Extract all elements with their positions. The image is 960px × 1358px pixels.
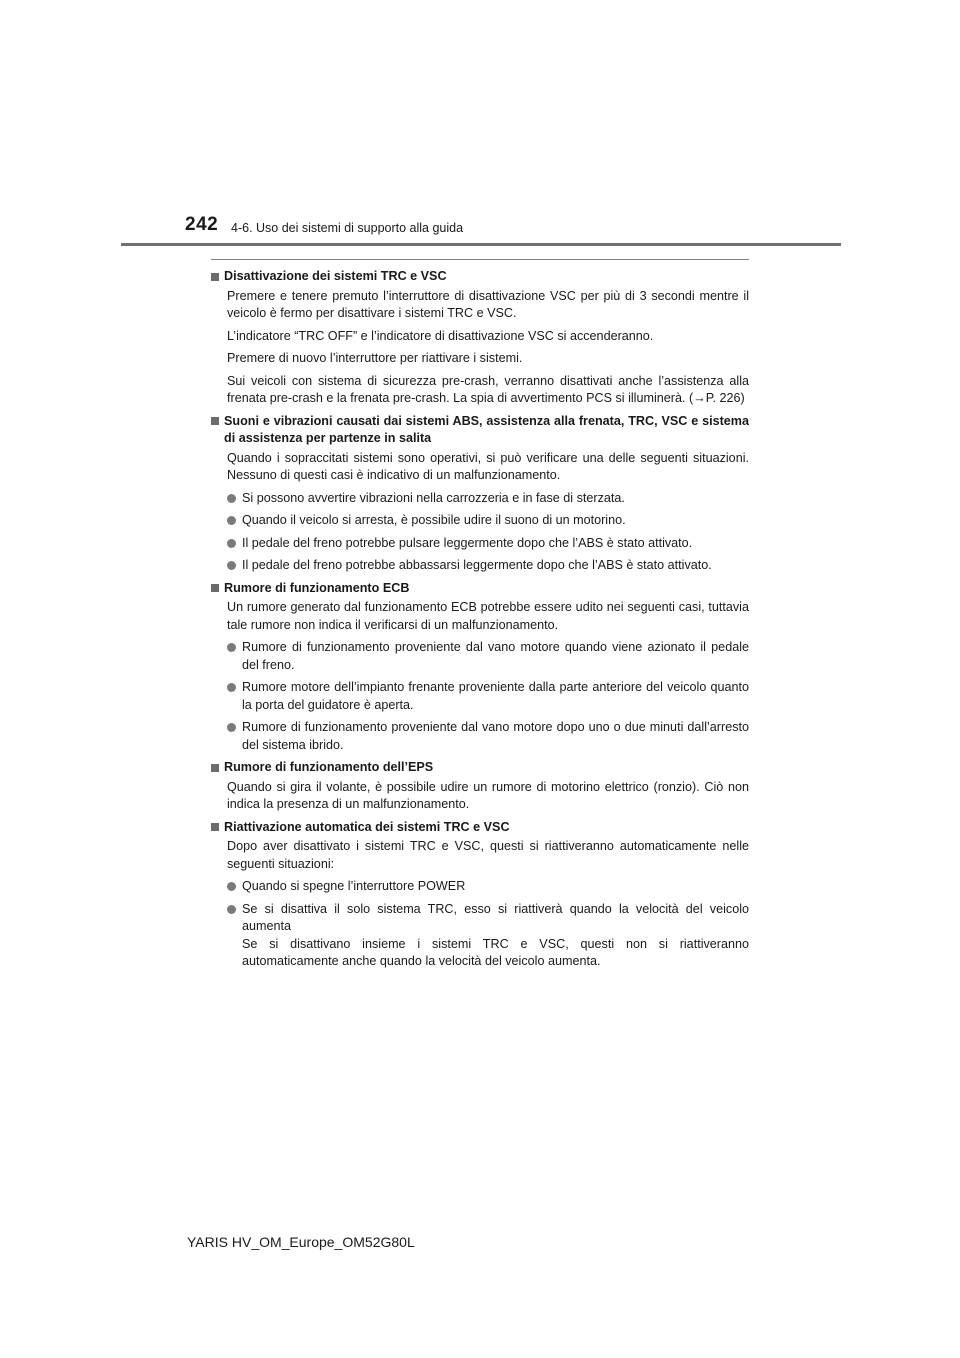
section-heading xyxy=(211,413,749,448)
square-bullet-icon xyxy=(211,823,219,831)
heading-text: Riattivazione automatica dei sistemi TRC e VSC xyxy=(224,819,510,834)
heading-text: Rumore di funzionamento dell’EPS xyxy=(224,760,434,774)
list-item xyxy=(227,490,749,508)
round-bullet-icon xyxy=(227,882,236,891)
round-bullet-icon xyxy=(227,905,236,914)
list-item-line: Se si disattiva il solo sistema TRC, esso si riattiverà quando la velocità del veicolo aumenta xyxy=(242,901,749,933)
section-heading xyxy=(211,819,749,837)
heading-text: Suoni e vibrazioni causati dai sistemi ABS, assistenza alla frenata, TRC, VSC e sistema di assistenza per partenze in salita xyxy=(224,413,749,445)
list-item xyxy=(227,557,749,575)
square-bullet-icon xyxy=(211,273,219,281)
list-item-continuation: Se si disattivano insieme i sistemi TRC e VSC, questi non si riattiveranno automaticamente anche quando la velocità del veicolo aumenta. xyxy=(242,936,749,968)
list-item xyxy=(227,639,749,674)
list-item xyxy=(227,512,749,530)
paragraph: Premere di nuovo l’interruttore per riattivare i sistemi. xyxy=(227,351,523,365)
square-bullet-icon xyxy=(211,417,219,425)
paragraph: Premere e tenere premuto l’interruttore di disattivazione VSC per più di 3 secondi mentre il veicolo è fermo per disattivare i sistemi TRC e VSC. xyxy=(227,288,749,320)
paragraph: Quando i sopraccitati sistemi sono operativi, si può verificare una delle seguenti situazioni. Nessuno di questi casi è indicativo di un malfunzionamento. xyxy=(227,450,749,482)
list-item xyxy=(227,901,749,971)
round-bullet-icon xyxy=(227,539,236,548)
header-divider xyxy=(121,243,841,246)
paragraph: L’indicatore “TRC OFF” e l’indicatore di disattivazione VSC si accenderanno. xyxy=(227,328,654,343)
round-bullet-icon xyxy=(227,561,236,570)
section-heading xyxy=(211,759,749,777)
round-bullet-icon xyxy=(227,683,236,692)
paragraph: Un rumore generato dal funzionamento ECB potrebbe essere udito nei seguenti casi, tuttavia tale rumore non indica il verificarsi di un malfunzionamento. xyxy=(227,600,749,632)
list-item-text: Quando il veicolo si arresta, è possibile udire il suono di un motorino. xyxy=(242,513,626,527)
content-divider xyxy=(211,259,749,260)
list-item-text: Il pedale del freno potrebbe pulsare leggermente dopo che l’ABS è stato attivato. xyxy=(242,535,693,550)
paragraph: Sui veicoli con sistema di sicurezza pre-crash, verranno disattivati anche l’assistenza alla frenata pre-crash e la frenata pre-crash. La spia di avvertimento PCS si illuminerà. (→P. 226) xyxy=(227,373,749,405)
section-title: 4-6. Uso dei sistemi di supporto alla guida xyxy=(231,221,464,235)
section-heading xyxy=(211,268,749,286)
list-item-text: Rumore di funzionamento proveniente dal vano motore quando viene azionato il pedale del freno. xyxy=(242,640,749,672)
paragraph: Quando si gira il volante, è possibile udire un rumore di motorino elettrico (ronzio). Ciò non indica la presenza di un malfunzionamento. xyxy=(227,779,749,811)
list-item-text: Rumore motore dell’impianto frenante proveniente dalla parte anteriore del veicolo quanto la porta del guidatore è aperta. xyxy=(242,680,749,712)
list-item-text: Si possono avvertire vibrazioni nella carrozzeria e in fase di sterzata. xyxy=(242,490,625,505)
list-item xyxy=(227,679,749,714)
round-bullet-icon xyxy=(227,516,236,525)
section-heading xyxy=(211,580,749,598)
heading-text: Rumore di funzionamento ECB xyxy=(224,580,410,595)
list-item xyxy=(227,535,749,553)
list-item xyxy=(227,878,749,896)
round-bullet-icon xyxy=(227,494,236,503)
heading-text: Disattivazione dei sistemi TRC e VSC xyxy=(224,269,447,283)
document-code: YARIS HV_OM_Europe_OM52G80L xyxy=(187,1234,415,1250)
list-item-text: Il pedale del freno potrebbe abbassarsi leggermente dopo che l’ABS è stato attivato. xyxy=(242,558,712,572)
square-bullet-icon xyxy=(211,764,219,772)
list-item-text: Rumore di funzionamento proveniente dal vano motore dopo uno o due minuti dall’arresto del sistema ibrido. xyxy=(242,720,749,752)
paragraph: Dopo aver disattivato i sistemi TRC e VSC, questi si riattiveranno automaticamente nelle seguenti situazioni: xyxy=(227,839,749,871)
page-number: 242 xyxy=(185,214,219,235)
list-item-text xyxy=(242,901,749,971)
round-bullet-icon xyxy=(227,723,236,732)
list-item xyxy=(227,719,749,754)
square-bullet-icon xyxy=(211,584,219,592)
round-bullet-icon xyxy=(227,643,236,652)
list-item-text: Quando si spegne l’interruttore POWER xyxy=(242,879,466,893)
page-content xyxy=(211,268,749,976)
